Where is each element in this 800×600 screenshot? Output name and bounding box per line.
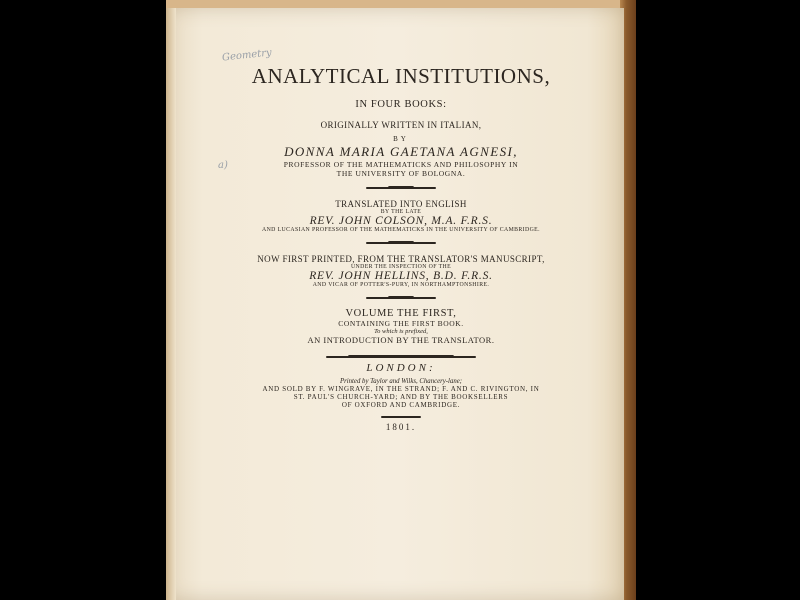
book-subtitle: IN FOUR BOOKS: xyxy=(355,99,447,110)
ornamental-rule xyxy=(366,296,436,299)
author-name: DONNA MARIA GAETANA AGNESI, xyxy=(284,144,518,159)
original-language-note: ORIGINALLY WRITTEN IN ITALIAN, xyxy=(320,120,482,130)
by-the-late-label: BY THE LATE xyxy=(380,209,422,215)
pencil-mark: a) xyxy=(218,160,228,171)
translator-name: REV. JOHN COLSON, M.A. F.R.S. xyxy=(309,215,493,227)
ornamental-rule xyxy=(366,241,436,244)
volume-contents: CONTAINING THE FIRST BOOK. xyxy=(338,319,464,328)
printing-note: NOW FIRST PRINTED, FROM THE TRANSLATOR'S MANUSCRIPT, xyxy=(257,254,545,264)
inspection-note: UNDER THE INSPECTION OF THE xyxy=(350,264,452,270)
seller-line-2: ST. PAUL'S CHURCH-YARD; AND BY THE BOOKSELLERS xyxy=(293,393,509,401)
seller-line-1: AND SOLD BY F. WINGRAVE, IN THE STRAND; F. AND C. RIVINGTON, IN xyxy=(262,385,540,393)
pencil-annotation: Geometry xyxy=(221,47,273,64)
book-title: ANALYTICAL INSTITUTIONS, xyxy=(251,64,551,88)
author-description-2: THE UNIVERSITY OF BOLOGNA. xyxy=(336,169,466,178)
printer-note: Printed by Taylor and Wilks, Chancery-lane; xyxy=(339,378,463,385)
introduction-note: AN INTRODUCTION BY THE TRANSLATOR. xyxy=(307,335,495,345)
publication-city: LONDON: xyxy=(366,362,436,374)
divider-line xyxy=(326,355,476,356)
ornamental-rule xyxy=(366,186,436,189)
volume-label: VOLUME THE FIRST, xyxy=(345,308,457,319)
publication-year: 1801. xyxy=(385,422,417,432)
title-page-text xyxy=(236,60,566,432)
editor-description: AND VICAR OF POTTER'S-PURY, IN NORTHAMPTONSHIRE. xyxy=(312,282,490,288)
translator-description: AND LUCASIAN PROFESSOR OF THE MATHEMATICKS IN THE UNIVERSITY OF CAMBRIDGE. xyxy=(262,227,540,233)
divider-line xyxy=(381,415,421,416)
by-label: BY xyxy=(393,135,409,143)
page-gutter xyxy=(166,8,176,600)
editor-name: REV. JOHN HELLINS, B.D. F.R.S. xyxy=(309,270,493,282)
author-description-1: PROFESSOR OF THE MATHEMATICKS AND PHILOSOPHY IN xyxy=(283,160,519,169)
translated-note: TRANSLATED INTO ENGLISH xyxy=(335,199,467,209)
prefixed-note: To which is prefixed, xyxy=(374,328,428,335)
seller-line-3: OF OXFORD AND CAMBRIDGE. xyxy=(341,401,461,409)
